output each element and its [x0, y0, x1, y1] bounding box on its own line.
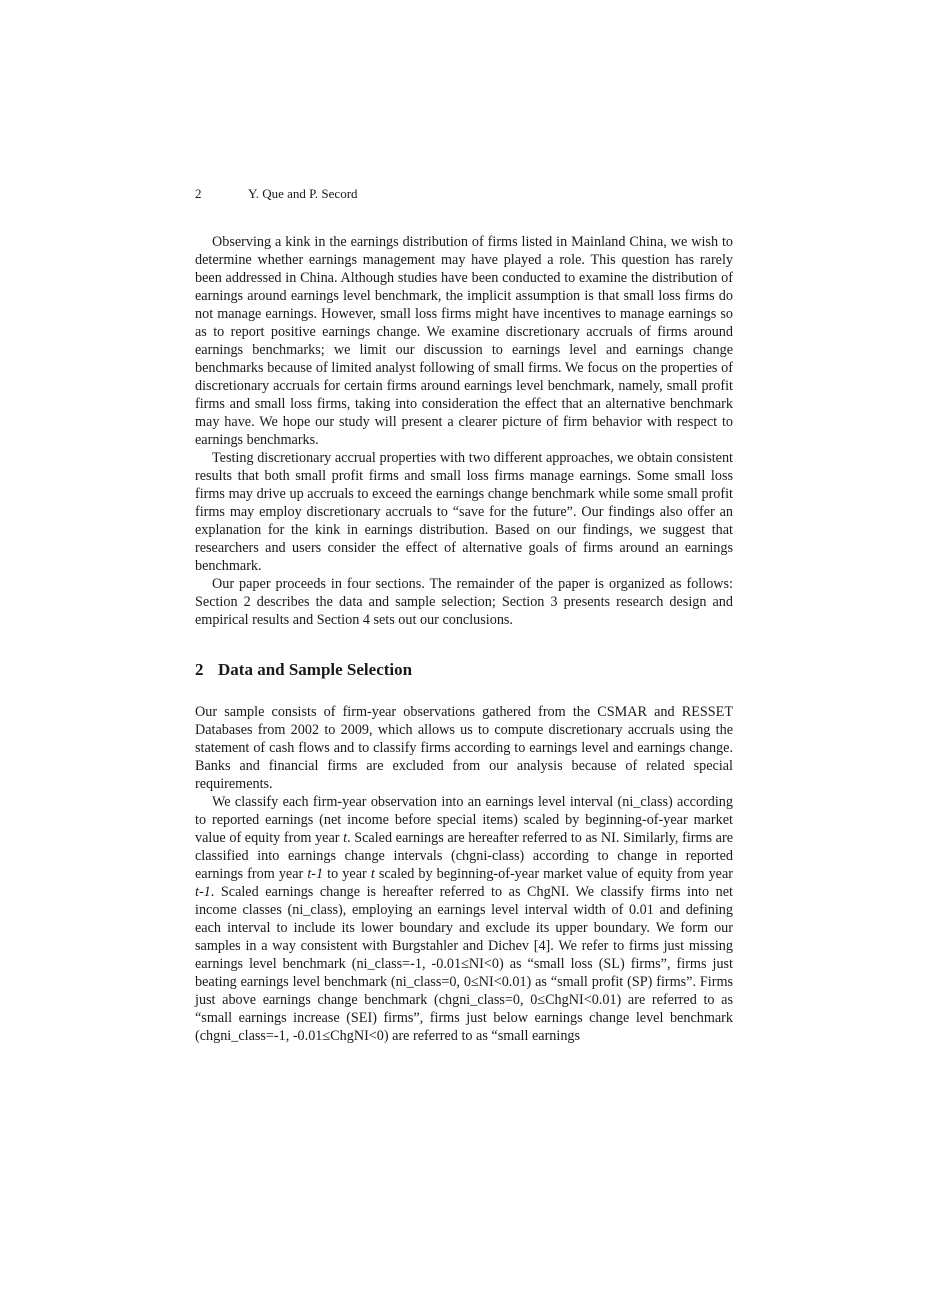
intro-paragraph-3: Our paper proceeds in four sections. The remainder of the paper is organized as follows: Section 2 describes the data and sample selection; Section 3 presents research design and empirical results and Section 4 sets out our conclusions.: [195, 576, 733, 628]
page: [195, 185, 733, 1045]
text-run: . Scaled earnings change is hereafter referred to as ChgNI. We classify firms into net income classes (ni_class), employing an earnings level interval width of 0.01 and defining each interval to include its lower boundary and exclude its upper boundary. We form our samples in a way consistent with Burgstahler and Dichev [4]. We refer to firms just missing earnings level benchmark (ni_class=-1, -0.01≤NI<0) as “small loss (SL) firms”, firms just beating earnings level benchmark (ni_class=0, 0≤NI<0.01) as “small profit (SP) firms”. Firms just above earnings change benchmark (chgni_class=0, 0≤ChgNI<0.01) are referred to as “small earnings increase (SEI) firms”, firms just below earnings change level benchmark (chgni_class=-1, -0.01≤ChgNI<0) are referred to as “small earnings: [195, 884, 733, 1044]
italic-year-t-minus-1: t-1: [307, 866, 324, 882]
section-paragraph-1: Our sample consists of firm-year observations gathered from the CSMAR and RESSET Databases from 2002 to 2009, which allows us to compute discretionary accruals using the statement of cash flows and to classify firms according to earnings level and earnings change. Banks and financial firms are excluded from our analysis because of related special requirements.: [195, 704, 733, 792]
text-run: We classify each firm-year observation into an earnings level interval (ni_class) according to reported earnings (net income before special items) scaled by beginning-of-year market value of equity from year: [195, 794, 733, 846]
text-run: . Scaled earnings are hereafter referred to as NI. Similarly, firms are classified into earnings change intervals (chgni-class) according to change in reported earnings from year: [195, 830, 733, 882]
section-heading: [195, 659, 733, 681]
section-title: Data and Sample Selection: [218, 660, 413, 679]
introduction-body: [195, 233, 733, 629]
italic-year-t-minus-1: t-1: [195, 884, 211, 900]
italic-year-t: t: [370, 866, 375, 882]
section-number: 2: [195, 660, 204, 679]
running-head: [195, 185, 733, 203]
text-run: to year: [323, 866, 371, 882]
intro-paragraph-2: Testing discretionary accrual properties with two different approaches, we obtain consistent results that both small profit firms and small loss firms manage earnings. Some small loss firms may drive up accruals to exceed the earnings change benchmark while some small profit firms may employ discretionary accruals to “save for the future”. Our findings also offer an explanation for the kink in earnings distribution. Based on our findings, we suggest that researchers and users consider the effect of alternative goals of firms around an earnings benchmark.: [195, 450, 733, 574]
intro-paragraph-1: Observing a kink in the earnings distribution of firms listed in Mainland China, we wish to determine whether earnings management may have played a role. This question has rarely been addressed in China. Although studies have been conducted to examine the distribution of earnings around earnings level benchmark, the implicit assumption is that small loss firms do not manage earnings. However, small loss firms might have incentives to manage earnings so as to report positive earnings change. We examine discretionary accruals of firms around earnings benchmarks; we limit our discussion to earnings level and earnings change benchmarks because of limited analyst following of small firms. We focus on the properties of discretionary accruals for certain firms around earnings level benchmark, namely, small profit firms and small loss firms, taking into consideration the effect that an alternative benchmark may have. We hope our study will present a clearer picture of firm behavior with respect to earnings benchmarks.: [195, 234, 733, 448]
running-head-authors: Y. Que and P. Secord: [248, 186, 358, 201]
italic-year-t: t: [343, 830, 348, 846]
section-paragraph-2: [195, 793, 733, 1045]
section-body: [195, 703, 733, 1045]
text-run: scaled by beginning-of-year market value of equity from year: [374, 866, 733, 882]
page-number: 2: [195, 186, 202, 201]
